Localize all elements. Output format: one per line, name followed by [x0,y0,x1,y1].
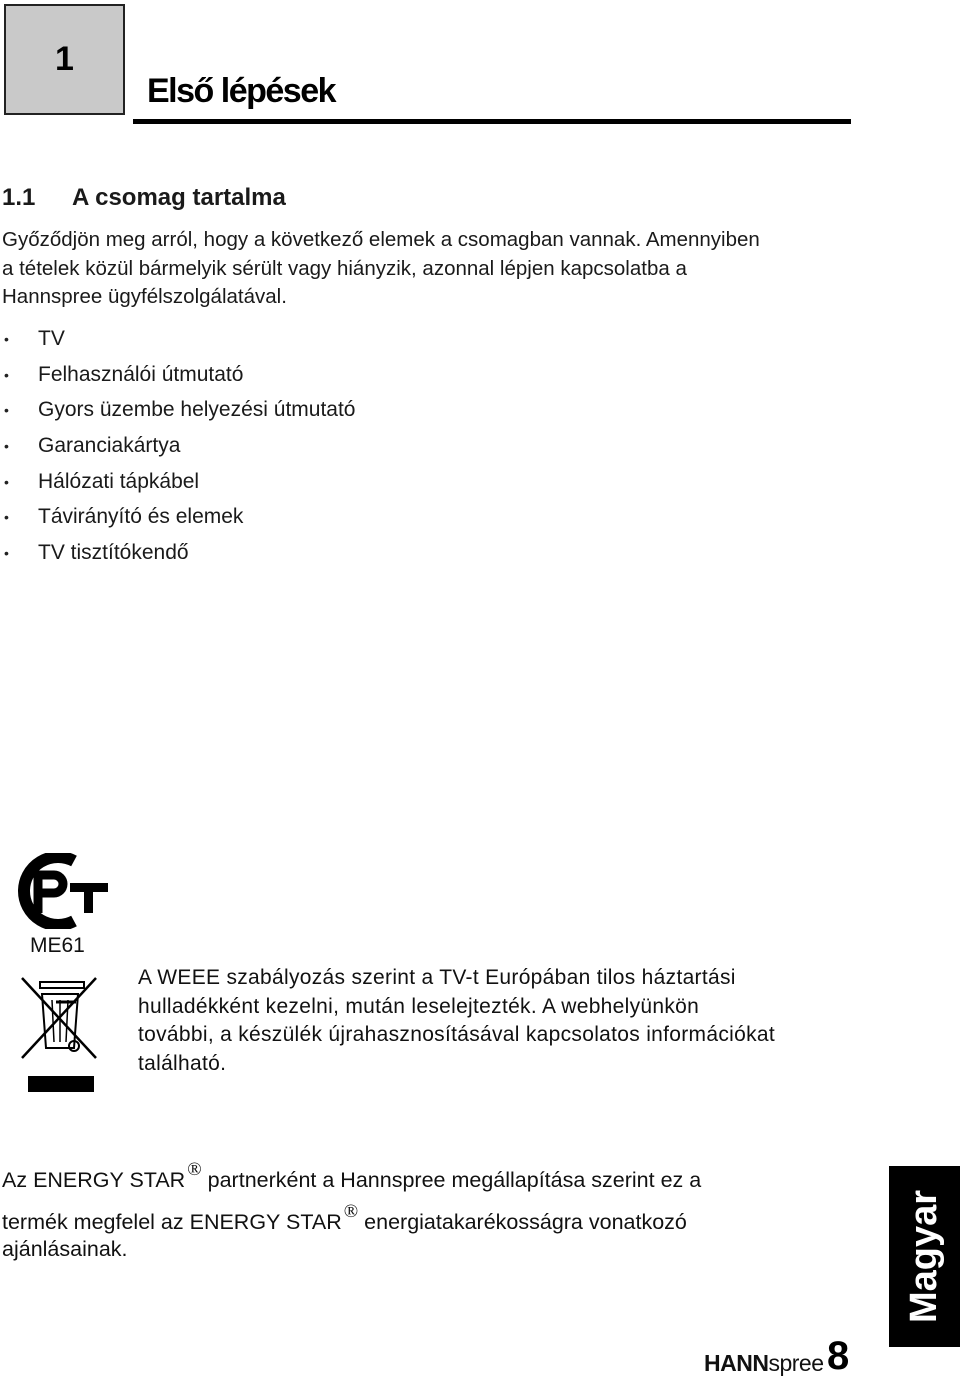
package-contents-list [0,324,355,574]
list-item [0,395,355,431]
certification-code: ME61 [30,934,85,957]
intro-line: a tételek közül bármelyik sérült vagy hiányzik, azonnal lépjen kapcsolatba a [2,256,687,280]
weee-line: található. [138,1051,227,1075]
list-item-label: Gyors üzembe helyezési útmutató [38,398,356,422]
list-item-label: TV [38,327,65,350]
section-title: A csomag tartalma [72,184,286,211]
list-item-label: Felhasználói útmutató [38,362,244,386]
registered-mark: ® [343,1201,359,1222]
energy-star-text: partnerként a Hannspree megállapítása szerint ez a [207,1168,702,1192]
bullet-icon: • [4,545,9,562]
weee-line: hulladékként kezelni, mután leselejtezték. A webhelyünkön [138,994,700,1018]
section-heading [2,184,286,212]
brand-logo [704,1350,824,1377]
energy-star-text: Az ENERGY STAR [2,1168,186,1192]
bullet-icon: • [4,331,9,347]
chapter-number: 1 [55,40,74,78]
crossed-bin-icon [18,972,100,1094]
chapter-number-box [4,4,125,115]
bullet-icon: • [4,509,9,526]
brand-logo-light: spree [768,1350,824,1376]
list-item [0,324,355,360]
list-item [0,431,355,467]
weee-line: A WEEE szabályozás szerint a TV-t Európában tilos háztartási [138,966,736,989]
brand-logo-bold: HANN [704,1350,769,1376]
language-label: Magyar [903,1189,945,1324]
list-item [0,467,355,503]
section-number: 1.1 [2,184,36,211]
list-item-label: TV tisztítókendő [38,541,189,565]
pct-certification-logo [10,853,110,929]
energy-star-line-3: ajánlásainak. [2,1237,128,1261]
bullet-icon: • [4,366,9,383]
energy-star-text: energiatakarékosságra vonatkozó [364,1210,687,1234]
intro-line: Hannspree ügyfélszolgálatával. [2,285,287,308]
weee-notice [138,964,868,1078]
page-number: 8 [827,1334,850,1378]
registered-mark: ® [187,1159,202,1180]
intro-line: Győződjön meg arról, hogy a következő elemek a csomagban vannak. Amennyiben [2,228,760,251]
list-item [0,360,355,396]
list-item [0,502,355,538]
bullet-icon: • [4,473,9,490]
list-item-label: Garanciakártya [38,434,181,458]
bullet-icon: • [4,402,9,419]
list-item-label: Hálózati tápkábel [38,469,200,493]
energy-star-text: termék megfelel az ENERGY STAR [2,1210,342,1234]
language-tab [889,1166,960,1347]
intro-paragraph [2,226,882,312]
list-item-label: Távirányító és elemek [38,505,244,529]
weee-line: további, a készülék újrahasznosításával kapcsolatos információkat [138,1023,775,1046]
energy-star-line-2 [2,1201,687,1235]
chapter-title-rule [133,119,851,124]
list-item [0,538,355,574]
chapter-title: Első lépések [147,72,336,110]
bullet-icon: • [4,438,9,455]
energy-star-line-1 [2,1159,702,1193]
